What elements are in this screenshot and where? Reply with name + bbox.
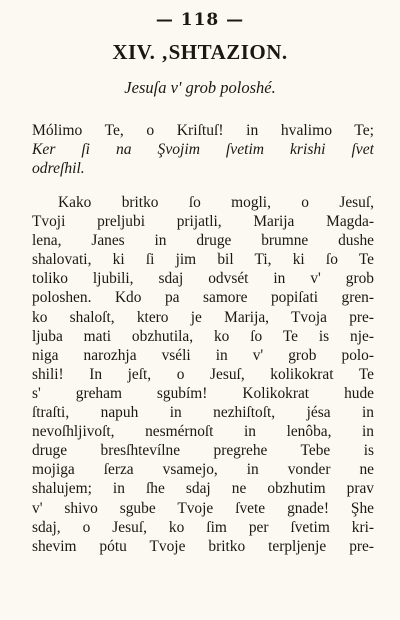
body-line: druge bresſhtevílne pregrehe Tebe is (32, 442, 374, 460)
page-number: — 118 — (155, 10, 245, 30)
body-line: toliko ljubili, sdaj odvsét in v' grob (32, 270, 374, 288)
prayer-paragraph (32, 121, 374, 178)
body-paragraph (32, 193, 374, 556)
body-line: shevim pótu Tvoje britko terpljenje pre- (32, 537, 374, 555)
body-line: ſtraſti, napuh in nezhiſtoſt, jésa in (32, 404, 374, 422)
body-line: ko shaloſt, ktero je Marija, Tvoja pre- (32, 308, 374, 326)
chapter-heading: XIV. ‚SHTAZION. (112, 40, 288, 64)
body-line: niga narozhja vséli in v' grob polo- (32, 346, 374, 364)
body-line: lena, Janes in druge brumne dushe (32, 232, 374, 250)
body-line: s' greham sgubím! Kolikokrat hude (32, 384, 374, 402)
body-line: Tvoji preljubi prijatli, Marija Magda- (32, 213, 374, 231)
body-line: Kako britko ſo mogli, o Jesuſ, (58, 194, 374, 211)
body-line: ljuba mati obzhutila, ko ſo Te is nje- (32, 327, 374, 345)
body-line: shalovati, ki ſi jim bil Ti, ki ſo Te (32, 251, 374, 269)
body-line: sdaj, o Jesuſ, ko ſim per ſvetim kri- (32, 518, 374, 536)
prayer-line: Ker ſi na Şvojim ſvetim krishi ſvet (32, 141, 374, 159)
body-line: shili! In jeſt, o Jesuſ, kolikokrat Te (32, 365, 374, 383)
chapter-subtitle: Jesuſa v' grob poloshé. (124, 78, 276, 97)
body-line: nevoſhljivoſt, nesmérnoſt in lenôba, in (32, 423, 374, 441)
prayer-line: odreſhil. (32, 160, 85, 178)
body-line: v' shivo sgube Tvoje ſvete gnade! Şhe (32, 499, 374, 517)
body-line: poloshen. Kdo pa samore popiſati gren- (32, 289, 374, 307)
body-line: shalujem; in ſhe sdaj ne obzhutim prav (32, 480, 374, 498)
prayer-line: Mólimo Te, o Kriſtuſ! in hvalimo Te; (32, 122, 374, 139)
body-line: mojiga ſerza vsamejo, in vonder ne (32, 461, 374, 479)
